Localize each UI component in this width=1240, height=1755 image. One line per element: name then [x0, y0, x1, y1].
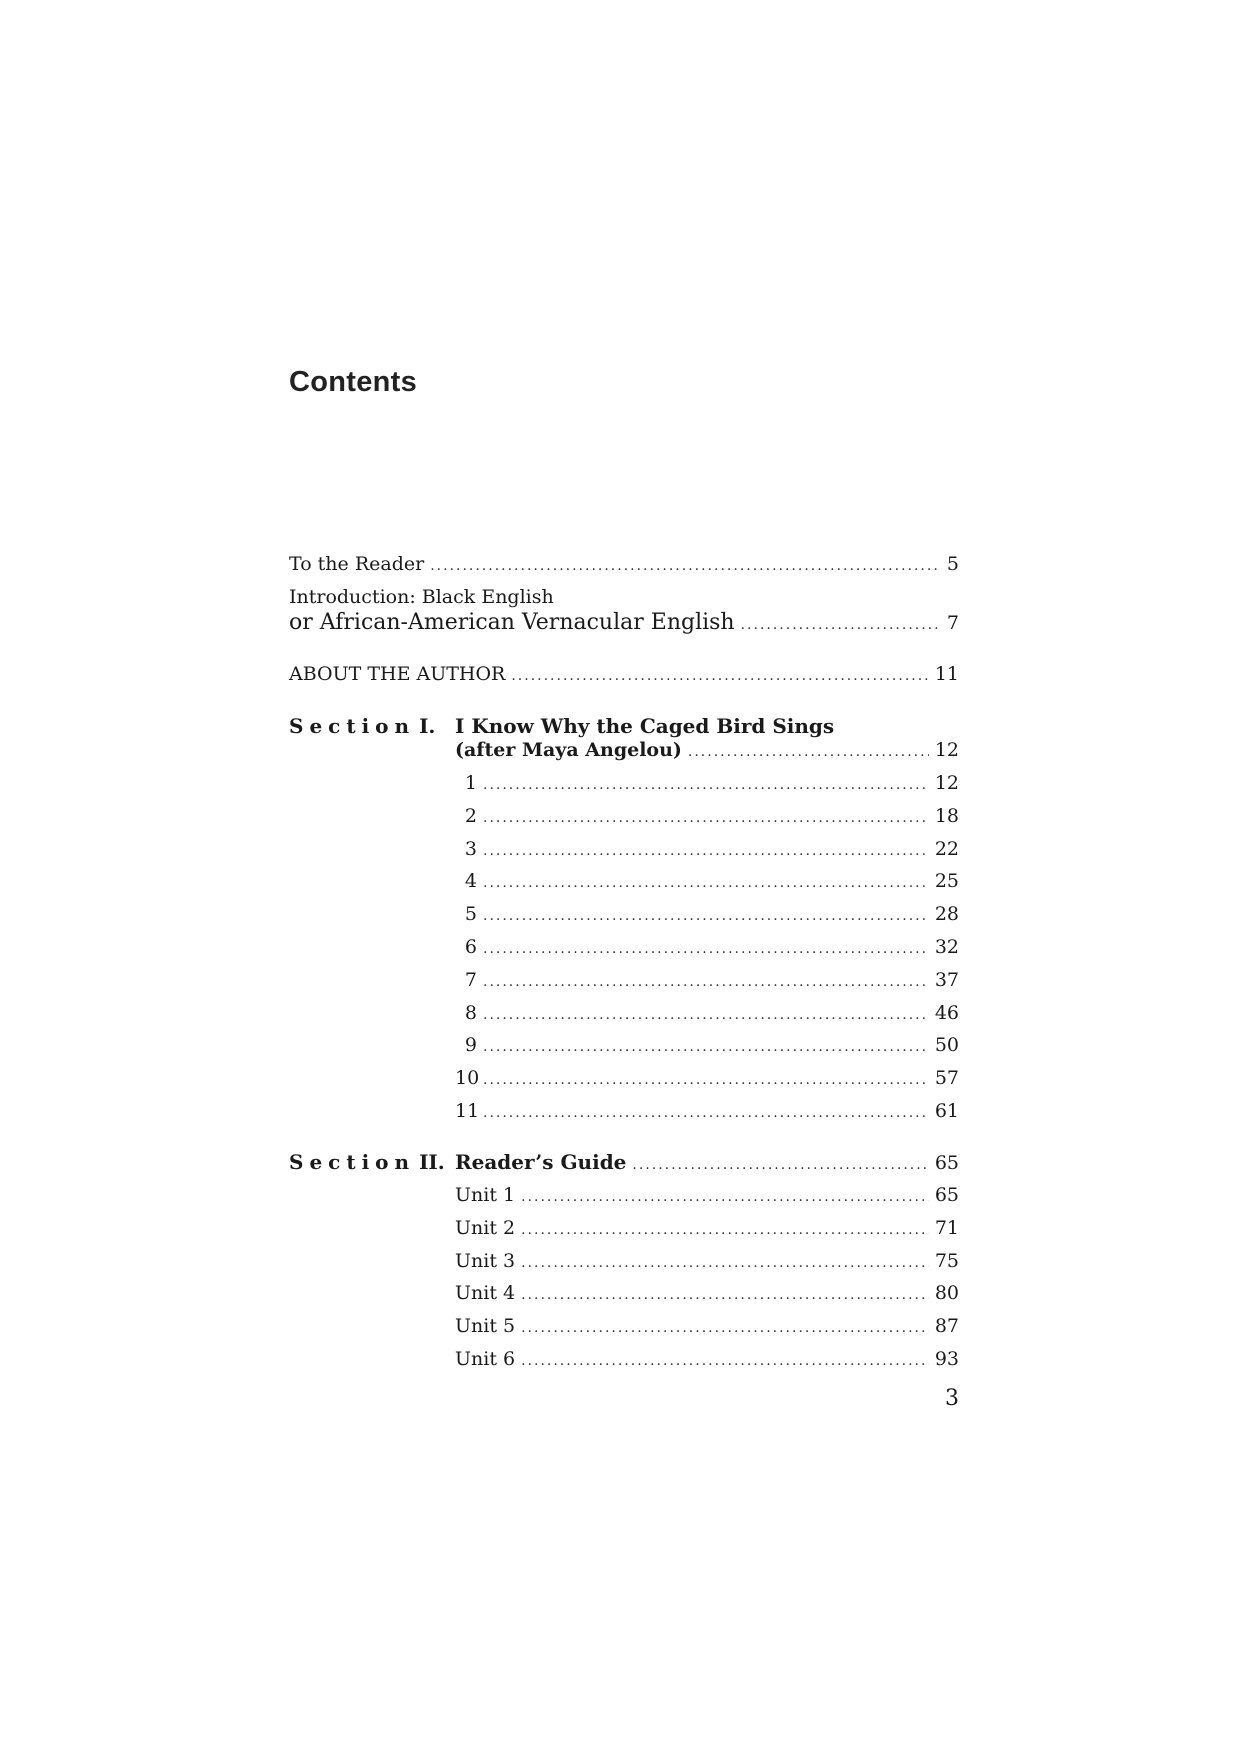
toc-entry-to-the-reader[interactable]	[289, 550, 959, 578]
unit-label: Unit 5	[455, 1315, 516, 1337]
unit-entry[interactable]	[455, 1181, 959, 1209]
leader-dots	[430, 552, 941, 580]
section-number: II.	[419, 1150, 445, 1174]
leader-dots	[483, 771, 929, 799]
toc-page-number: 7	[946, 612, 959, 634]
chapter-entry[interactable]	[455, 835, 959, 863]
folio-page-number: 3	[945, 1386, 959, 1411]
chapter-number: 9	[464, 1034, 477, 1056]
toc-page-number: 12	[934, 739, 959, 761]
toc-page-number: 80	[934, 1282, 959, 1304]
unit-entry[interactable]	[455, 1247, 959, 1275]
leader-dots	[483, 1001, 929, 1029]
chapter-entry[interactable]	[455, 1031, 959, 1059]
leader-dots	[511, 662, 928, 690]
toc-entry-label: Reader’s Guide	[455, 1150, 627, 1174]
chapter-number: 6	[464, 936, 477, 958]
leader-dots	[632, 1151, 928, 1179]
section-word: Section	[289, 714, 416, 738]
leader-dots	[483, 869, 929, 897]
toc-entry-intro-line1[interactable]: Introduction: Black English	[289, 586, 554, 608]
unit-label: Unit 2	[455, 1217, 516, 1239]
unit-entry[interactable]	[455, 1214, 959, 1242]
toc-entry-introduction[interactable]	[289, 609, 959, 637]
toc-page-number: 71	[934, 1217, 959, 1239]
leader-dots	[483, 804, 929, 832]
chapter-number: 2	[464, 805, 477, 827]
toc-entry-about-the-author[interactable]	[289, 660, 959, 688]
chapter-number: 11	[455, 1100, 480, 1122]
unit-entry[interactable]	[455, 1312, 959, 1340]
chapter-number: 4	[464, 870, 477, 892]
leader-dots	[521, 1216, 929, 1244]
chapter-entry[interactable]	[455, 1064, 959, 1092]
unit-entry[interactable]	[455, 1279, 959, 1307]
section-word: Section	[289, 1150, 416, 1174]
leader-dots	[483, 1099, 929, 1127]
chapter-number: 3	[464, 838, 477, 860]
toc-page-number: 28	[934, 903, 959, 925]
leader-dots	[483, 902, 929, 930]
chapter-number: 7	[464, 969, 477, 991]
chapter-entry[interactable]	[455, 769, 959, 797]
leader-dots	[688, 738, 929, 766]
leader-dots	[483, 1033, 929, 1061]
chapter-number: 1	[464, 772, 477, 794]
chapter-entry[interactable]	[455, 999, 959, 1027]
leader-dots	[483, 935, 929, 963]
toc-page-number: 57	[934, 1067, 959, 1089]
leader-dots	[521, 1281, 929, 1309]
leader-dots	[483, 968, 929, 996]
unit-label: Unit 1	[455, 1184, 516, 1206]
toc-page-number: 87	[934, 1315, 959, 1337]
unit-label: Unit 6	[455, 1348, 516, 1370]
leader-dots	[483, 837, 929, 865]
leader-dots	[521, 1314, 929, 1342]
leader-dots	[741, 611, 941, 639]
toc-page-number: 32	[934, 936, 959, 958]
chapter-entry[interactable]	[455, 867, 959, 895]
section-1-label	[289, 712, 435, 740]
toc-entry-label: ABOUT THE AUTHOR	[289, 663, 506, 685]
toc-page-number: 50	[934, 1034, 959, 1056]
toc-page-number: 25	[934, 870, 959, 892]
toc-page-number: 18	[934, 805, 959, 827]
toc-page-number: 5	[946, 553, 959, 575]
toc-entry-label: To the Reader	[289, 553, 425, 575]
toc-page-number: 46	[934, 1002, 959, 1024]
chapter-entry[interactable]	[455, 966, 959, 994]
toc-page-number: 93	[934, 1348, 959, 1370]
unit-label: Unit 3	[455, 1250, 516, 1272]
toc-page-number: 61	[934, 1100, 959, 1122]
toc-entry-label: (after Maya Angelou)	[455, 739, 682, 761]
unit-entry[interactable]	[455, 1345, 959, 1373]
leader-dots	[521, 1249, 929, 1277]
chapter-entry[interactable]	[455, 1097, 959, 1125]
toc-page-number: 37	[934, 969, 959, 991]
section-2-label	[289, 1148, 445, 1176]
leader-dots	[483, 1066, 929, 1094]
toc-page-number: 65	[934, 1184, 959, 1206]
unit-label: Unit 4	[455, 1282, 516, 1304]
chapter-number: 10	[455, 1067, 480, 1089]
chapter-number: 5	[464, 903, 477, 925]
section-number: I.	[419, 714, 436, 738]
chapter-entry[interactable]	[455, 900, 959, 928]
section-2-title-entry[interactable]	[455, 1148, 959, 1176]
toc-page-number: 22	[934, 838, 959, 860]
toc-entry-label: or African-American Vernacular English	[289, 610, 735, 635]
chapter-entry[interactable]	[455, 802, 959, 830]
leader-dots	[521, 1347, 929, 1375]
chapter-entry[interactable]	[455, 933, 959, 961]
chapter-number: 8	[464, 1002, 477, 1024]
section-1-title-entry[interactable]	[455, 736, 959, 764]
toc-page-number: 75	[934, 1250, 959, 1272]
leader-dots	[521, 1183, 929, 1211]
toc-page-number: 65	[934, 1152, 959, 1174]
page-title: Contents	[289, 366, 418, 398]
toc-page-number: 11	[934, 663, 959, 685]
toc-page-number: 12	[934, 772, 959, 794]
section-1-title-line1[interactable]: I Know Why the Caged Bird Sings	[455, 714, 835, 738]
